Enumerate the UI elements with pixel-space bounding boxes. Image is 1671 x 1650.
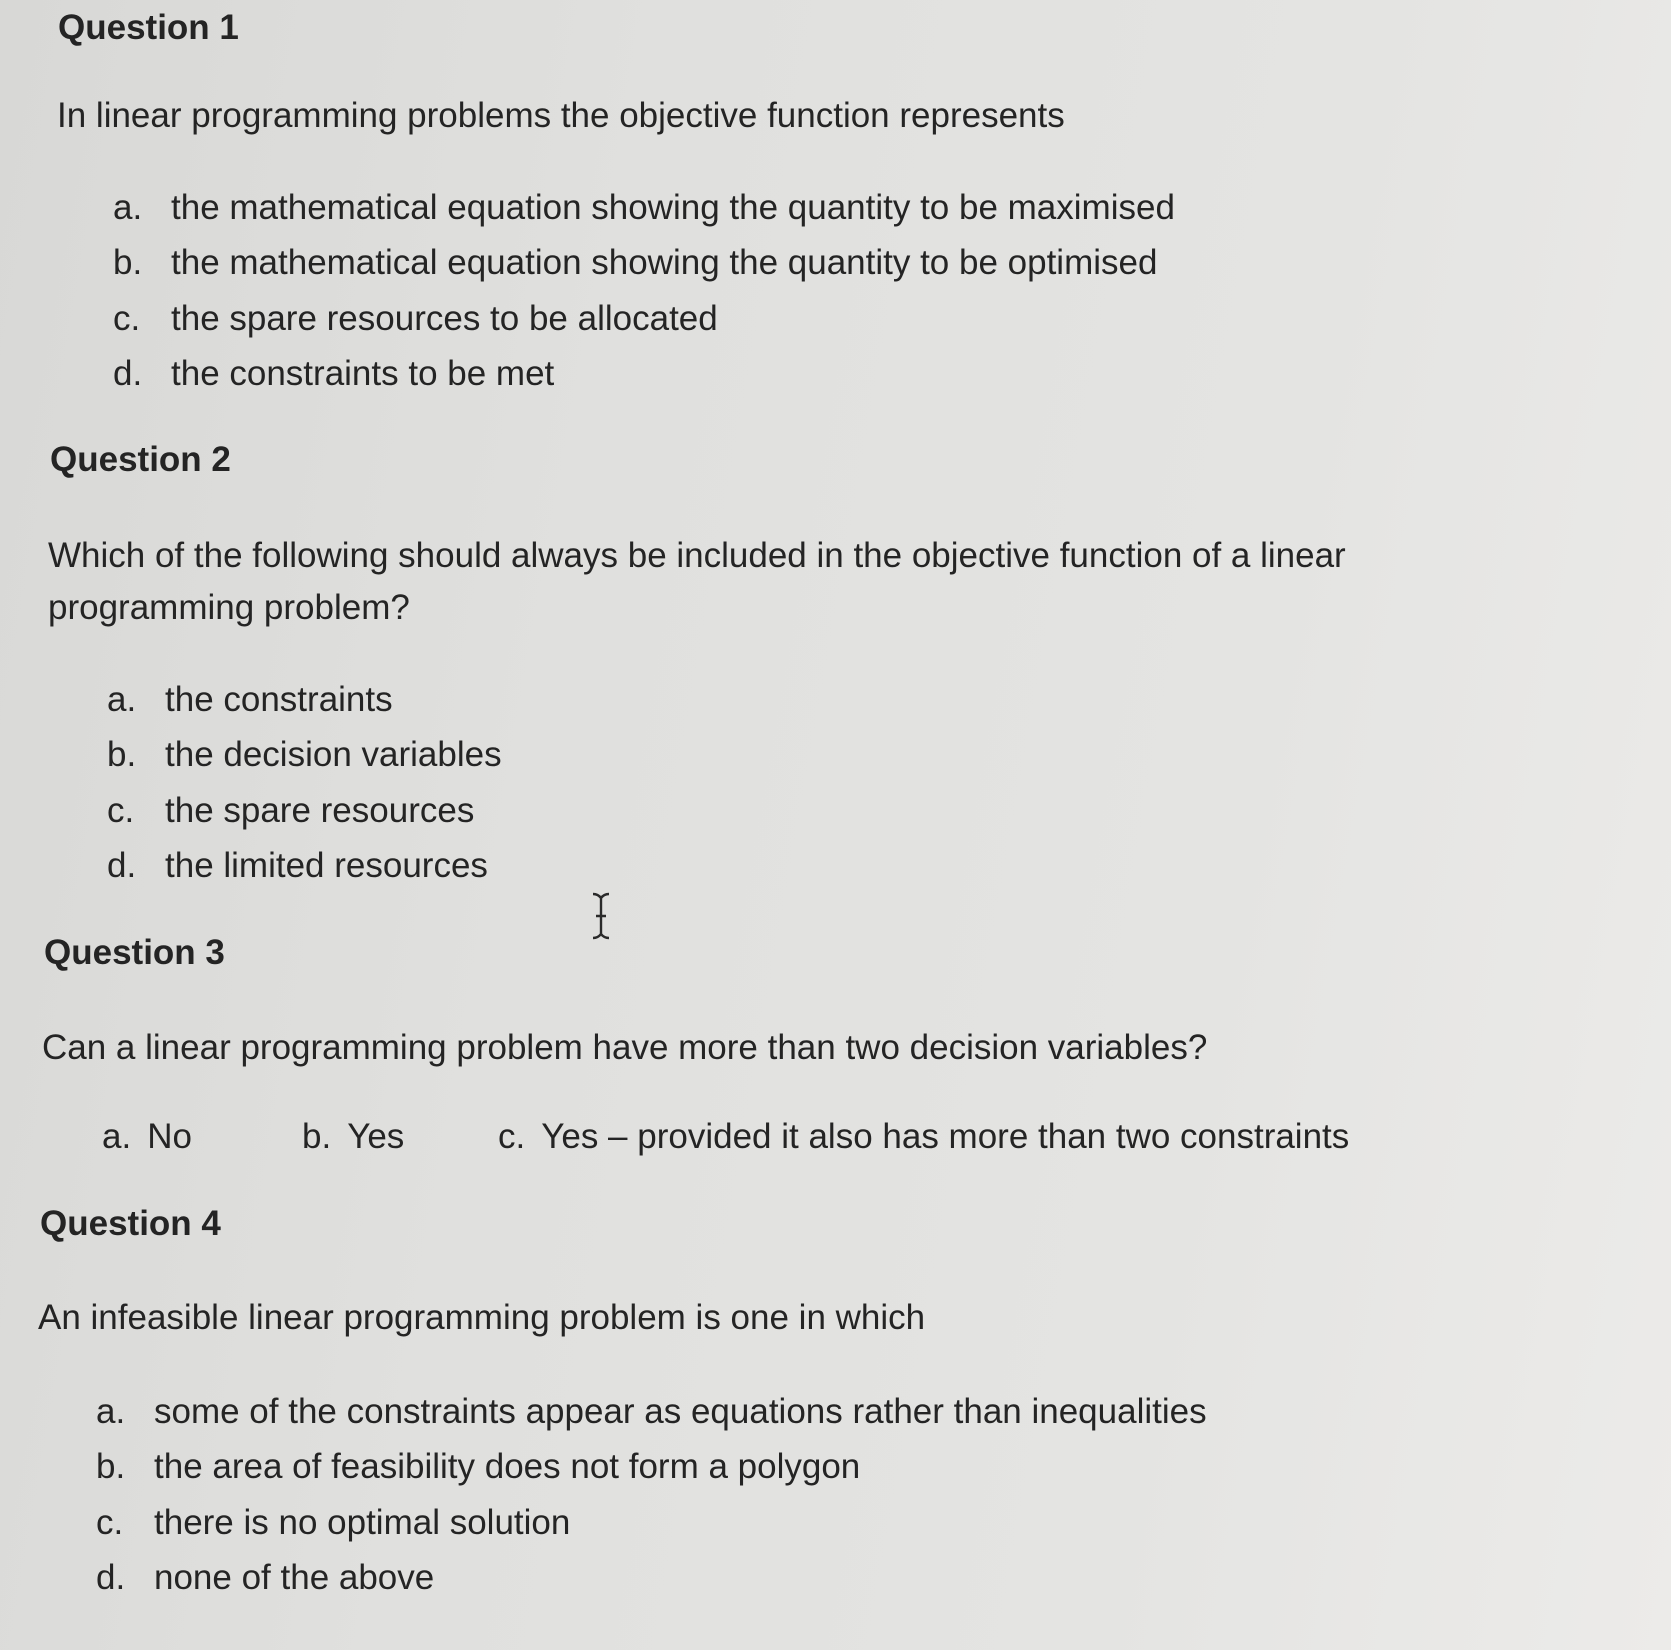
- question-3-option-b[interactable]: b. Yes: [302, 1117, 405, 1156]
- question-2-option-a[interactable]: a. the constraints: [107, 679, 393, 719]
- question-4-options: [96, 1384, 1207, 1606]
- question-4-option-c[interactable]: c. there is no optimal solution: [96, 1502, 571, 1542]
- question-1-stem: In linear programming problems the objective function represents: [57, 96, 1065, 135]
- question-2-stem: Which of the following should always be included in the objective function of a linear programming problem?: [48, 536, 1346, 627]
- question-1-option-c[interactable]: c. the spare resources to be allocated: [113, 298, 718, 338]
- question-1-option-d[interactable]: d. the constraints to be met: [113, 354, 555, 394]
- question-2-title: Question 2: [50, 440, 231, 479]
- question-1-option-a[interactable]: a. the mathematical equation showing the quantity to be maximised: [113, 187, 1175, 227]
- question-3-option-a[interactable]: a. No: [102, 1117, 192, 1156]
- question-2-option-d[interactable]: d. the limited resources: [107, 846, 488, 886]
- question-4-option-a[interactable]: a. some of the constraints appear as equations rather than inequalities: [96, 1391, 1207, 1431]
- question-2-option-c[interactable]: c. the spare resources: [107, 790, 475, 830]
- question-3-stem: Can a linear programming problem have more than two decision variables?: [42, 1028, 1208, 1067]
- question-1-option-b[interactable]: b. the mathematical equation showing the quantity to be optimised: [113, 243, 1158, 283]
- text-cursor-icon: [590, 892, 612, 940]
- question-1-options: [113, 180, 1175, 402]
- question-2-option-b[interactable]: b. the decision variables: [107, 735, 502, 775]
- question-4-title: Question 4: [40, 1204, 221, 1243]
- question-4-option-d[interactable]: d. none of the above: [96, 1558, 435, 1598]
- question-1-title: Question 1: [58, 8, 239, 47]
- question-3-options: [102, 1117, 1402, 1167]
- question-3-title: Question 3: [44, 933, 225, 972]
- question-3-option-c[interactable]: c. Yes – provided it also has more than two constraints: [498, 1117, 1350, 1156]
- question-2-options: [107, 672, 502, 894]
- question-4-option-b[interactable]: b. the area of feasibility does not form a polygon: [96, 1447, 861, 1487]
- question-4-stem: An infeasible linear programming problem is one in which: [38, 1298, 926, 1337]
